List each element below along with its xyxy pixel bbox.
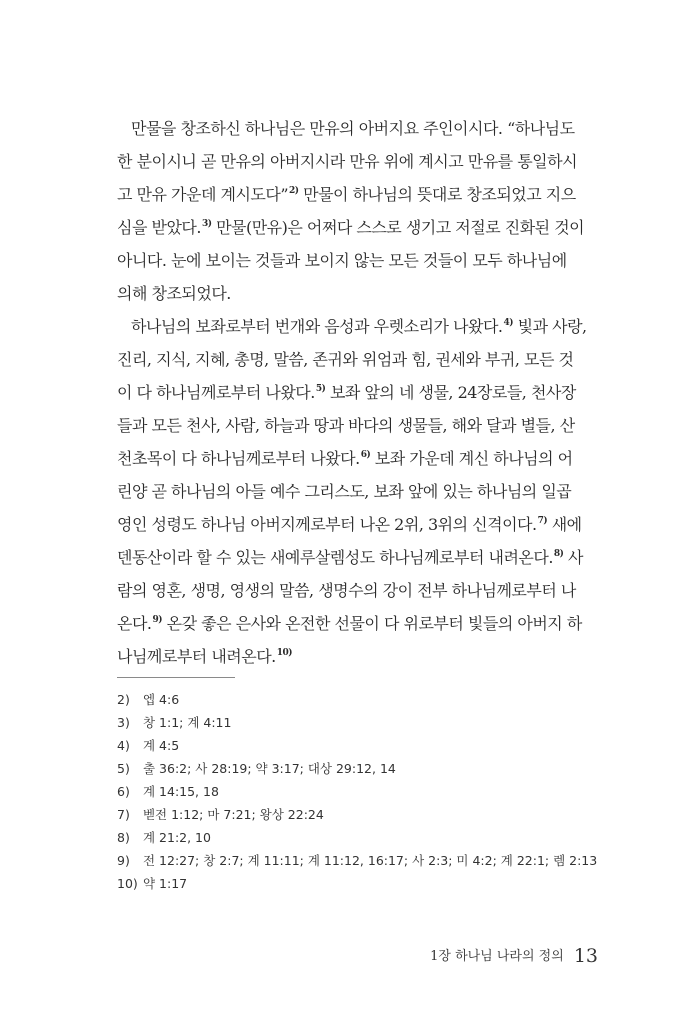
text-run: 새에 <box>547 515 582 534</box>
footnote-marker: 3) <box>201 219 212 229</box>
text-line <box>117 310 597 343</box>
chapter-title: 1장 하나님 나라의 정의 <box>430 949 564 964</box>
text-run: 사 <box>563 548 583 567</box>
footnote <box>117 872 597 895</box>
footnote-marker: 2) <box>289 186 299 196</box>
text-line <box>117 607 597 640</box>
text-line <box>117 508 597 541</box>
text-run: 빛과 사랑, <box>513 317 587 336</box>
footnote <box>117 734 597 757</box>
text-run: 보좌 앞의 네 생물, 24장로들, 천사장 <box>325 383 576 402</box>
text-run: 람의 영혼, 생명, 영생의 말씀, 생명수의 강이 전부 하나님께로부터 나 <box>117 581 576 600</box>
text-run: 온다. <box>117 614 152 633</box>
footnote-number: 6) <box>117 784 130 799</box>
running-footer <box>430 945 598 967</box>
text-line <box>117 541 597 574</box>
text-line <box>117 376 597 409</box>
text-run: 한 분이시니 곧 만유의 아버지시라 만유 위에 계시고 만유를 통일하시 <box>117 152 578 171</box>
paragraph <box>117 112 597 310</box>
footnote-number: 4) <box>117 738 130 753</box>
text-line <box>117 442 597 475</box>
footnote-number: 5) <box>117 761 130 776</box>
text-line <box>117 640 597 673</box>
text-line <box>117 178 597 211</box>
footnote-reference: 계 14:15, 18 <box>142 784 219 799</box>
text-run: 들과 모든 천사, 사람, 하늘과 땅과 바다의 생물들, 해와 달과 별들, 산 <box>117 416 575 435</box>
text-run: 덴동산이라 할 수 있는 새예루살렘성도 하나님께로부터 내려온다. <box>117 548 553 567</box>
text-line <box>117 409 597 442</box>
footnote <box>117 849 597 872</box>
footnote-marker: 7) <box>537 516 548 526</box>
text-line <box>117 475 597 508</box>
footnote <box>117 826 597 849</box>
footnote-number: 2) <box>117 692 130 707</box>
text-line <box>117 343 597 376</box>
footnote-marker: 6) <box>360 450 371 460</box>
text-line <box>117 574 597 607</box>
footnote-reference: 벧전 1:12; 마 7:21; 왕상 22:24 <box>142 807 324 822</box>
footnote-number: 8) <box>117 830 130 845</box>
text-run: 이 다 하나님께로부터 나왔다. <box>117 383 315 402</box>
footnote-divider <box>117 677 235 678</box>
text-run: 온갖 좋은 은사와 온전한 선물이 다 위로부터 빛들의 아버지 하 <box>162 614 582 633</box>
footnote-marker: 10) <box>276 648 293 658</box>
text-line <box>117 145 597 178</box>
footnote-marker: 5) <box>315 384 326 394</box>
footnote <box>117 757 597 780</box>
text-run: 영인 성령도 하나님 아버지께로부터 나온 2위, 3위의 신격이다. <box>117 515 537 534</box>
text-run: 심을 받았다. <box>117 218 201 237</box>
text-run: 천초목이 다 하나님께로부터 나왔다. <box>117 449 360 468</box>
page-number: 13 <box>573 945 598 967</box>
text-run: 만물이 하나님의 뜻대로 창조되었고 지으 <box>298 185 576 204</box>
footnote-number: 3) <box>117 715 130 730</box>
footnote-reference: 계 4:5 <box>142 738 180 753</box>
text-line <box>117 277 597 310</box>
footnote <box>117 803 597 826</box>
text-run: 린양 곧 하나님의 아들 예수 그리스도, 보좌 앞에 있는 하나님의 일곱 <box>117 482 572 501</box>
footnote <box>117 688 597 711</box>
footnote <box>117 711 597 734</box>
footnote-marker: 4) <box>503 318 514 328</box>
footnote-reference: 약 1:17 <box>142 876 188 891</box>
text-run: 만물을 창조하신 하나님은 만유의 아버지요 주인이시다. “하나님도 <box>131 119 575 138</box>
text-run: 보좌 가운데 계신 하나님의 어 <box>370 449 573 468</box>
footnote-reference: 계 21:2, 10 <box>142 830 211 845</box>
footnotes <box>117 688 597 895</box>
footnote-number: 10) <box>117 876 138 891</box>
footnote-reference: 출 36:2; 사 28:19; 약 3:17; 대상 29:12, 14 <box>142 761 396 776</box>
footnote-marker: 8) <box>553 549 564 559</box>
text-run: 만물(만유)은 어쩌다 스스로 생기고 저절로 진화된 것이 <box>211 218 585 237</box>
text-run: 의해 창조되었다. <box>117 284 231 303</box>
text-run: 나님께로부터 내려온다. <box>117 647 276 666</box>
text-run: 아니다. 눈에 보이는 것들과 보이지 않는 모든 것들이 모두 하나님에 <box>117 251 567 270</box>
footnote-reference: 전 12:27; 창 2:7; 계 11:11; 계 11:12, 16:17; 사 2:3; 미 4:2; 계 22:1; 렘 2:13 <box>142 853 598 868</box>
text-line <box>117 112 597 145</box>
text-line <box>117 244 597 277</box>
footnote-reference: 창 1:1; 계 4:11 <box>142 715 232 730</box>
text-run: 진리, 지식, 지혜, 총명, 말씀, 존귀와 위엄과 힘, 권세와 부귀, 모든 것 <box>117 350 574 369</box>
footnote-reference: 엡 4:6 <box>142 692 180 707</box>
body-text <box>117 112 597 673</box>
footnote <box>117 780 597 803</box>
footnote-number: 7) <box>117 807 130 822</box>
text-run: 고 만유 가운데 계시도다” <box>117 185 288 204</box>
paragraph <box>117 310 597 673</box>
footnote-marker: 9) <box>152 615 163 625</box>
text-run: 하나님의 보좌로부터 번개와 음성과 우렛소리가 나왔다. <box>131 317 503 336</box>
text-line <box>117 211 597 244</box>
footnote-number: 9) <box>117 853 130 868</box>
